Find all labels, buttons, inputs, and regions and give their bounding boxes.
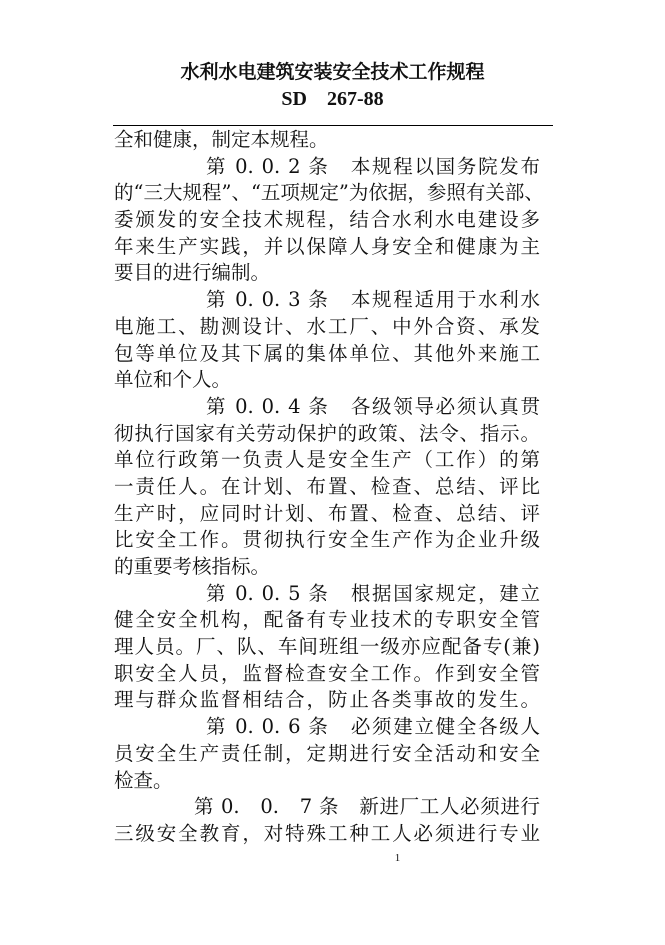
text-line: 年来生产实践，并以保障人身安全和健康为主 bbox=[114, 234, 540, 258]
article-heading-line: 第 0. 0. 4 条 各级领导必须认真贯 bbox=[206, 394, 540, 418]
text-line: 委颁发的安全技术规程，结合水利水电建设多 bbox=[114, 208, 540, 232]
text-line: 生产时，应同时计划、布置、检查、总结、评 bbox=[114, 501, 540, 525]
document-code: SD 267-88 bbox=[281, 88, 384, 110]
text-line: 要目的进行编制。 bbox=[114, 261, 271, 285]
text-line: 彻执行国家有关劳动保护的政策、法令、指示。 bbox=[114, 421, 540, 445]
article-heading-line: 第 0. 0. 5 条 根据国家规定，建立 bbox=[206, 581, 540, 605]
text-line: 包等单位及其下属的集体单位、其他外来施工 bbox=[114, 341, 540, 365]
text-line: 的“三大规程”、“五项规定”为依据，参照有关部、 bbox=[114, 181, 544, 205]
article-heading-line: 第 0. 0. 2 条 本规程以国务院发布 bbox=[206, 154, 540, 178]
text-line: 检查。 bbox=[114, 768, 173, 792]
text-line: 单位和个人。 bbox=[114, 368, 232, 392]
article-heading-line: 第 0. 0. 7 条 新进厂工人必须进行 bbox=[194, 795, 540, 819]
text-line: 比安全工作。贯彻执行安全生产作为企业升级 bbox=[114, 528, 540, 552]
text-line: 员安全生产责任制，定期进行安全活动和安全 bbox=[114, 741, 540, 765]
text-line: 职安全人员，监督检查安全工作。作到安全管 bbox=[114, 661, 540, 685]
text-line: 单位行政第一负责人是安全生产（工作）的第 bbox=[114, 448, 540, 472]
text-line: 三级安全教育，对特殊工种工人必须进行专业 bbox=[114, 821, 540, 845]
page-number: 1 bbox=[394, 852, 401, 864]
header-rule bbox=[113, 125, 553, 126]
text-line: 理人员。厂、队、车间班组一级亦应配备专(兼) bbox=[114, 635, 540, 659]
text-line: 一责任人。在计划、布置、检查、总结、评比 bbox=[114, 474, 540, 498]
text-line: 健全安全机构，配备有专业技术的专职安全管 bbox=[114, 608, 540, 632]
article-heading-line: 第 0. 0. 6 条 必须建立健全各级人 bbox=[206, 715, 540, 739]
text-line: 全和健康，制定本规程。 bbox=[114, 128, 329, 151]
text-line: 的重要考核指标。 bbox=[114, 555, 271, 578]
article-heading-line: 第 0. 0. 3 条 本规程适用于水利水 bbox=[206, 288, 540, 312]
text-line: 理与群众监督相结合，防止各类事故的发生。 bbox=[114, 688, 540, 712]
document-title: 水利水电建筑安装安全技术工作规程 bbox=[180, 61, 485, 83]
text-line: 电施工、勘测设计、水工厂、中外合资、承发 bbox=[114, 314, 540, 338]
document-body bbox=[114, 127, 544, 848]
